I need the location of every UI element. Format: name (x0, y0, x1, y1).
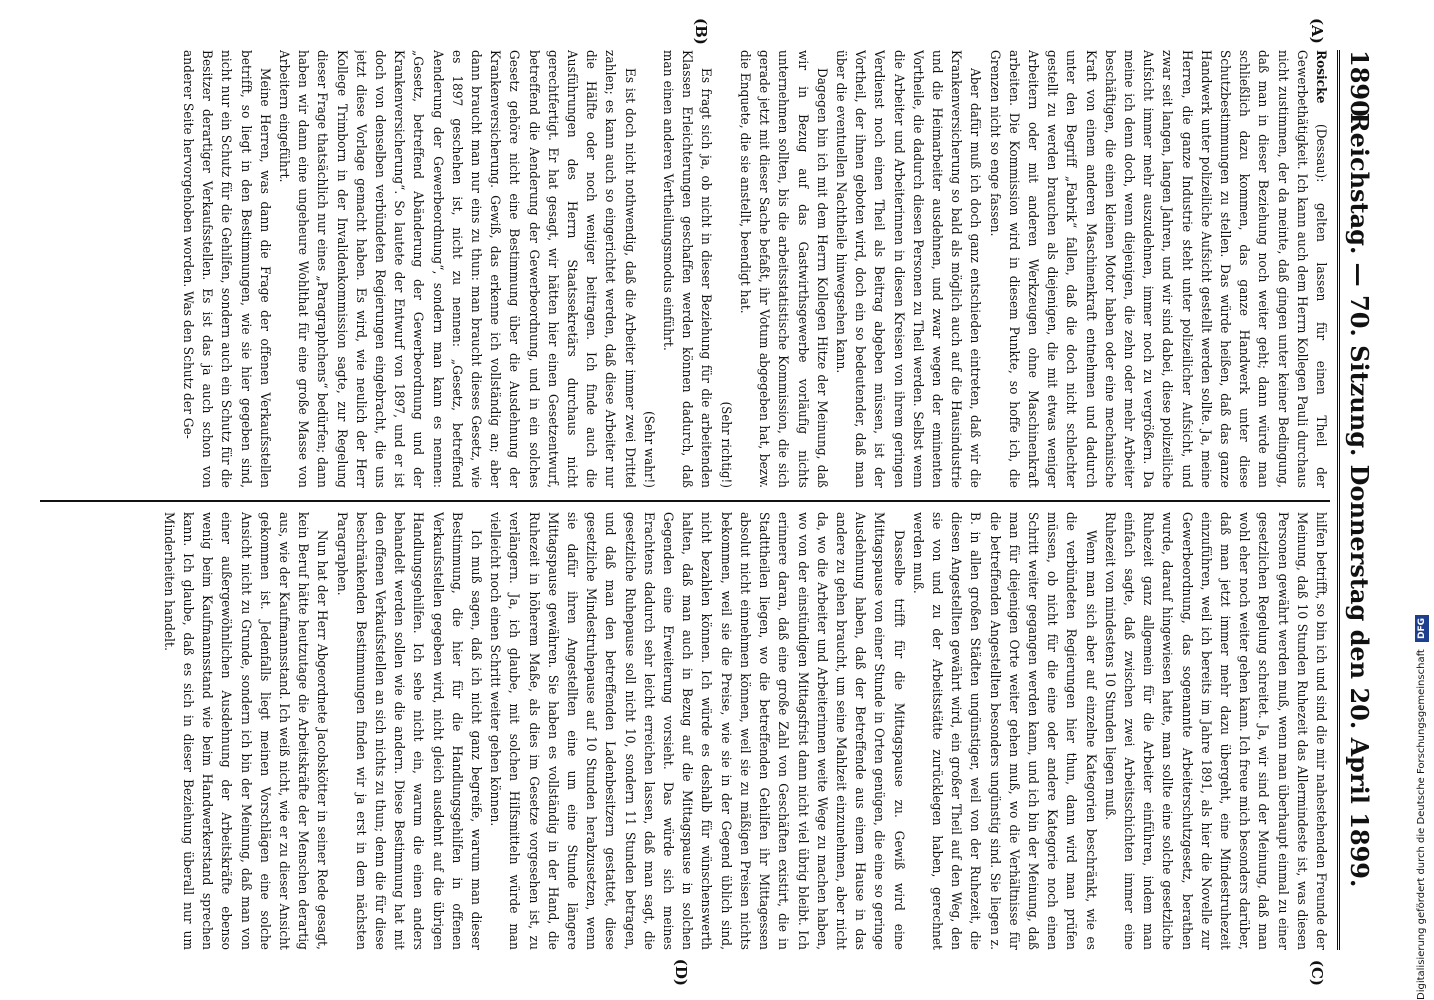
margin-marker-a: (A) (1308, 18, 1326, 44)
interjection: (Sehr wahr!) (640, 411, 656, 488)
paragraph: Dasselbe trifft für die Mittagspause zu. Gewiß wird eine Mittagspause von einer Stunde in Orten genügen, die eine so geringe Ausdehnung haben, daß der Betreffende aus einem Hause in das andere zu gehen braucht, um seine Mahlzeit einzunehmen, aber nicht da, wo die Arbeiter und Arbeiterinnen weite Wege zu machen haben, wo von der einstündigen Mittagsfrist dann nicht viel übrig bleibt. Ich erinnere daran, daß eine große Zahl von Geschäften existirt, die in Stadttheilen liegen, wo die betreffenden Gehilfen ihr Mittagessen absolut nicht einnehmen können, weil sie zu mäßigen Preisen nichts bekommen, weil sie die Preise, wie sie in der Gegend üblich sind, nicht bezahlen können. Ich würde es deshalb für wünschenswerth halten, daß man auch in Bezug auf die Mittagspause in solchen Gegenden eine Erweiterung vorsieht. Das würde sich meines Erachtens dadurch sehr leicht erreichen lassen, daß man sagt, die gesetzliche Ruhepause soll nicht 10, sondern 11 Stunden betragen, und daß man den betreffenden Ladenbesitzern gestattet, diese gesetzliche Mindestruhepause auf 10 Stunden herabzusetzen, wenn sie dafür ihren Angestellten eine um eine Stunde längere Mittagspause gewähren. Sie haben es vollständig in der Hand, die Ruhezeit in höherem Maße, als dies im Gesetze vorgesehen ist, zu verlängern. Ja, ich glaube, mit solchen Hilfsmitteln würde man vielleicht noch einen Schritt weiter gehen können. (487, 512, 906, 950)
page-title: Reichstag. — 70. Sitzung. Donnerstag den 20. April 1899. (1345, 112, 1374, 888)
paragraph: hilfen betrifft, so bin ich und sind die mir nahestehenden Freunde der Meinung, daß 10 Stunden Ruhezeit das Allermindeste ist, was diesen Personen gewährt werden muß, wenn man überhaupt einmal zu einer gesetzlichen Regelung schreitet. Ja, wir sind der Meinung, daß man wohl eher noch weiter gehen kann. Ich freue mich besonders darüber, daß man jetzt immer mehr dazu übergeht, eine Mindestruhezeit einzuführen, weil ich bereits im Jahre 1891, als hier die Novelle zur Gewerbeordnung, das sogenannte Arbeiterschutzgesetz, berathen wurde, darauf hingewiesen hatte, man sollte eine solche gesetzliche Ruhezeit ganz allgemein für die Arbeiter einführen, indem man einfach sagte, daß zwischen zwei Arbeitsschichten immer eine Ruhezeit von mindestens 10 Stunden liegen muß. (1101, 512, 1328, 950)
funding-text: Digitalisierung gefördert durch die Deutsche Forschungsgemeinschaft (1416, 649, 1427, 1000)
paragraph: Wenn man sich aber auf einzelne Kategorien beschränkt, wie es die verbündeten Regierungen hier thun, dann wird man prüfen müssen, ob nicht für die eine oder andere Kategorie noch einen Schritt weiter gegangen werden kann, und ich bin der Meinung, daß man für diejenigen Orte weiter gehen muß, wo die Verhältnisse für die betreffenden Angestellten besonders ungünstig sind. Sie liegen z. B. in allen großen Städten ungünstiger, weil von der Ruhezeit, die diesen Angestellten gewährt wird, ein großer Theil auf den Weg, den sie von und zu der Arbeitsstätte zurücklegen haben, gerechnet werden muß. (909, 512, 1098, 950)
page-header (1340, 50, 1374, 950)
paragraph: Meine Herren, was dann die Frage der offenen Verkaufsstellen betrifft, so liegt in den Bestimmungen, wie sie hier gegeben sind, nicht nur ein Schutz für die Gehilfen, sondern auch ein Schutz für die Besitzer derartiger Verkaufsstellen. Es ist das ja auch schon von anderer Seite hervorgehoben worden. Was den Schutz der Ge- (180, 50, 272, 488)
page-number: 1890 (1345, 50, 1374, 117)
funding-note (1410, 0, 1434, 1000)
speech-opening (984, 50, 1330, 488)
paragraph: Aber dafür muß ich doch ganz entschieden eintreten, daß wir die Krankenversicherung so bald als möglich auch auf die Hausindustrie und die Heimarbeiter ausdehnen, und zwar wegen der eminenten Vortheile, die dadurch diesen Personen zu Theil werden. Selbst wenn die Arbeiter und Arbeiterinnen in diesen Kreisen von ihrem geringen Verdienst noch einen Theil als Beitrag abgeben müssen, ist der Vortheil, der ihnen geboten wird, doch ein so bedeutender, daß man über die eventuellen Nachtheile hinwegsehen kann. (832, 50, 983, 488)
speaker-name: Rosicke (1313, 50, 1329, 104)
paragraph: Es fragt sich ja, ob nicht in dieser Beziehung für die arbeitenden Klassen Erleichterungen geschaffen werden können dadurch, daß man einen anderen Vertheilungsmodus einführt. (660, 50, 714, 488)
paragraph: Nun hat der Herr Abgeordnete Jacobskötter in seiner Rede gesagt, kein Beruf hätte heutzutage die Arbeitskräfte der Menschen derartig aus, wie der Kaufmannsstand. Ich weiß nicht, wie er zu dieser Ansicht gekommen ist. Jedenfalls liegt meinen Vorschlägen eine solche Ansicht nicht zu Grunde, sondern ich bin der Meinung, daß man von einer außergewöhnlichen Ausdehnung der Arbeitskräfte ebenso wenig beim Kaufmannsstand wie beim Handwerkerstand sprechen kann. Ich glaube, daß es sich in dieser Beziehung überall nur um Minderheiten handelt. (160, 512, 330, 950)
paragraph: Es ist doch nicht nothwendig, daß die Arbeiter immer zwei Drittel zahlen; es kann auch so eingerichtet werden, daß diese Arbeiter nur die Hälfte oder noch weniger beitragen. Ich finde auch die Ausführungen des Herrn Staatssekretärs durchaus nicht gerechtfertigt. Er hat gesagt, wir hätten hier einen Gesetzentwurf, betreffend die Aenderung der Gewerbeordnung, und in ein solches Gesetz gehöre nicht eine Bestimmung über die Ausdehnung der Krankenversicherung. Gewiß, das erkenne ich vollständig an; aber dann braucht man nur eins zu thun: man braucht dieses Gesetz, wie es 1897 geschehen ist, nicht zu nennen: „Gesetz, betreffend Aenderung der Gewerbeordnung“, sondern man kann es nennen: „Gesetz, betreffend Abänderung der Gewerbeordnung und der Krankenversicherung“. So lautete der Entwurf von 1897, und er ist doch von denselben verbündeten Regierungen eingebracht, die uns jetzt diese Vorlage gemacht haben. Es wird, wie neulich der Herr Kollege Trimborn in der Invalidenkommission sagte, zur Regelung dieser Frage thatsächlich nur eines „Paragraphchens“ bedürfen; dann haben wir dann eine ungeheure Wohlthat für eine große Masse von Arbeitern eingeführt. (276, 50, 637, 488)
speaker-party: (Dessau): (1313, 124, 1328, 183)
paragraph: Ich muß sagen, daß ich nicht ganz begreife, warum man dieser Bestimmung, die hier für die Handlungsgehilfen in offenen Verkaufsstellen gegeben wird, nicht gleich ausdehnt auf die übrigen Handlungsgehilfen. Ich sehe nicht ein, warum die einen anders behandelt werden sollen wie die andern. Diese Bestimmung hat mit den offenen Verkaufsstellen an sich nichts zu thun; denn die für diese beschränkenden Bestimmungen finden wir ja erst in dem nächsten Paragraphen. (333, 512, 484, 950)
column-divider (40, 500, 1330, 502)
left-column (40, 50, 1330, 488)
margin-marker-c: (C) (1308, 959, 1326, 986)
margin-marker-d: (D) (672, 958, 690, 986)
paragraph: gelten lassen für einen Theil der Gewerbethätigkeit. Ich kann auch dem Herrn Kollegen Pauli durchaus nicht zustimmen, der da meinte, daß gingen unter keiner Bedingung, daß man in dieser Beziehung noch weiter geht; dann würde man schließlich dazu kommen, das ganze Handwerk unter diese Schutzbestimmungen zu stellen. Das würde heißen, daß das ganze Handwerk unter polizeiliche Aufsicht gestellt werden sollte. Ja, meine Herren, die ganze Industrie steht unter polizeilicher Aufsicht, und zwar seit langen, langen Jahren, und wir sind dabei, diese polizeiliche Aufsicht immer mehr auszudehnen, immer noch zu vergrößern. Da meine ich denn doch, wenn diejenigen, die zehn oder mehr Arbeiter beschäftigen, die einen kleinen Motor haben oder eine mechanische Kraft von einem anderen Maschinenkraft entnehmen und dadurch unter den Begriff „Fabrik“ fallen, daß die doch nicht schlechter gestellt zu werden brauchen als diejenigen, die mit etwas weniger Arbeitern oder mit anderen Werkzeugen ohne Maschinenkraft arbeiten. Die Kommission wird in diesem Punkte, so hoffe ich, die Grenzen nicht so enge fassen. (986, 50, 1328, 488)
interjection: (Sehr richtig!) (717, 401, 733, 488)
dfg-logo: DFG (1415, 615, 1429, 642)
paragraph: Dagegen bin ich mit dem Herrn Kollegen Hitze der Meinung, daß wir in Bezug auf das Gastwirthsgewerbe vorläufig nichts unternehmen sollten, bis die arbeitsstatistische Kommission, die sich gerade jetzt mit dieser Sache befaßt, ihr Votum abgegeben hat, bezw. die Enquete, die sie anstellt, beendigt hat. (736, 50, 829, 488)
right-column (40, 512, 1330, 950)
margin-marker-b: (B) (692, 18, 710, 45)
header-rule (1337, 50, 1340, 950)
document-page (0, 10, 1380, 990)
